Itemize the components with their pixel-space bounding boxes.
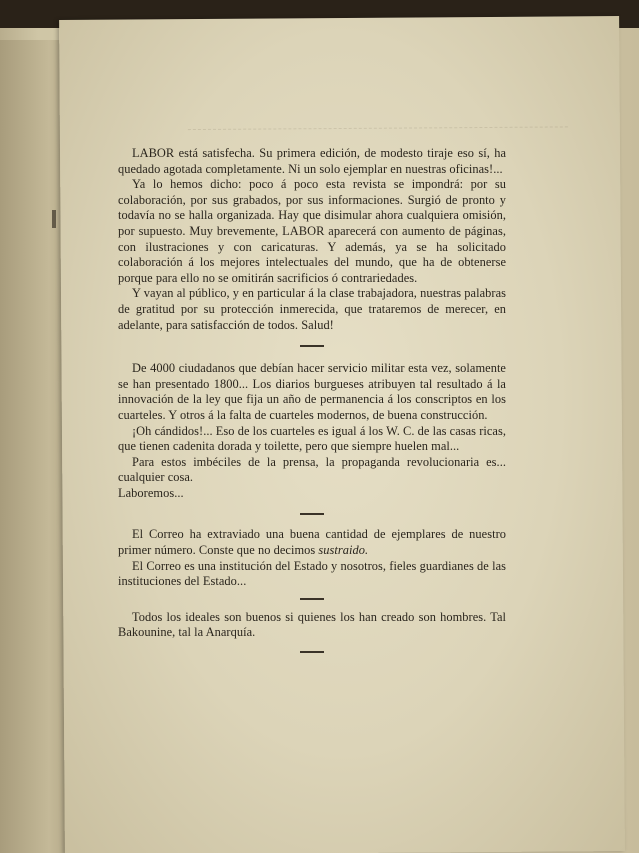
section-correo	[118, 527, 506, 589]
section-divider	[300, 513, 324, 515]
paragraph: Ya lo hemos dicho: poco á poco esta revista se impondrá: por su colaboración, por sus grabados, por sus informaciones. Surgió de pronto y todavía no se halla organizada. Hay que disimular ahora cualquiera omisión, por supuesto. Muy brevemente, LABOR aparecerá con aumento de páginas, con ilustraciones y con caricaturas. Y además, ya se ha solicitado colaboración á los mejores intelectuales del mundo, que ha de obtenerse porque para ello no se omitirán sacrificios ó contrariedades.	[118, 177, 506, 285]
paragraph: Laboremos...	[118, 485, 184, 500]
section-military-service	[118, 361, 506, 501]
section-divider	[300, 598, 324, 600]
section-divider	[300, 651, 324, 653]
italic-word: sustraido.	[318, 543, 369, 558]
paragraph-text: El Correo ha extraviado una buena cantidad de ejemplares de nuestro primer número. Conste que no decimos	[118, 527, 506, 558]
paragraph: LABOR está satisfecha. Su primera edición, de modesto tiraje eso sí, ha quedado agotada completamente. Ni un solo ejemplar en nuestras oficinas!...	[118, 146, 506, 176]
paragraph: ¡Oh cándidos!... Eso de los cuarteles es igual á los W. C. de las casas ricas, que tienen cadenita dorada y toilette, pero que siempre huelen mal...	[118, 423, 506, 454]
section-divider	[300, 345, 324, 347]
paragraph: El Correo es una institución del Estado y nosotros, fieles guardianes de las instituciones del Estado...	[118, 558, 506, 589]
section-ideals	[118, 610, 506, 641]
paragraph: De 4000 ciudadanos que debían hacer servicio militar esta vez, solamente se han presentado 1800... Los diarios burgueses atribuyen tal resultado á la innovación de la ley que fija un año de permanencia á los conscriptos en los cuarteles. Y otros á la falta de cuarteles modernos, de buena construcción.	[118, 361, 506, 422]
article-text	[118, 146, 506, 659]
paragraph	[118, 527, 506, 558]
paragraph: Todos los ideales son buenos si quienes los han creado son hombres. Tal Bakounine, tal la Anarquía.	[118, 609, 506, 640]
paragraph: Y vayan al público, y en particular á la clase trabajadora, nuestras palabras de gratitud por su protección inmerecida, que trataremos de merecer, en adelante, para satisfacción de todos. Salud!	[118, 286, 506, 332]
paragraph: Para estos imbéciles de la prensa, la propaganda revolucionaria es... cualquier cosa.	[118, 454, 506, 485]
margin-mark	[52, 210, 56, 228]
section-labor-announcement	[118, 146, 506, 333]
